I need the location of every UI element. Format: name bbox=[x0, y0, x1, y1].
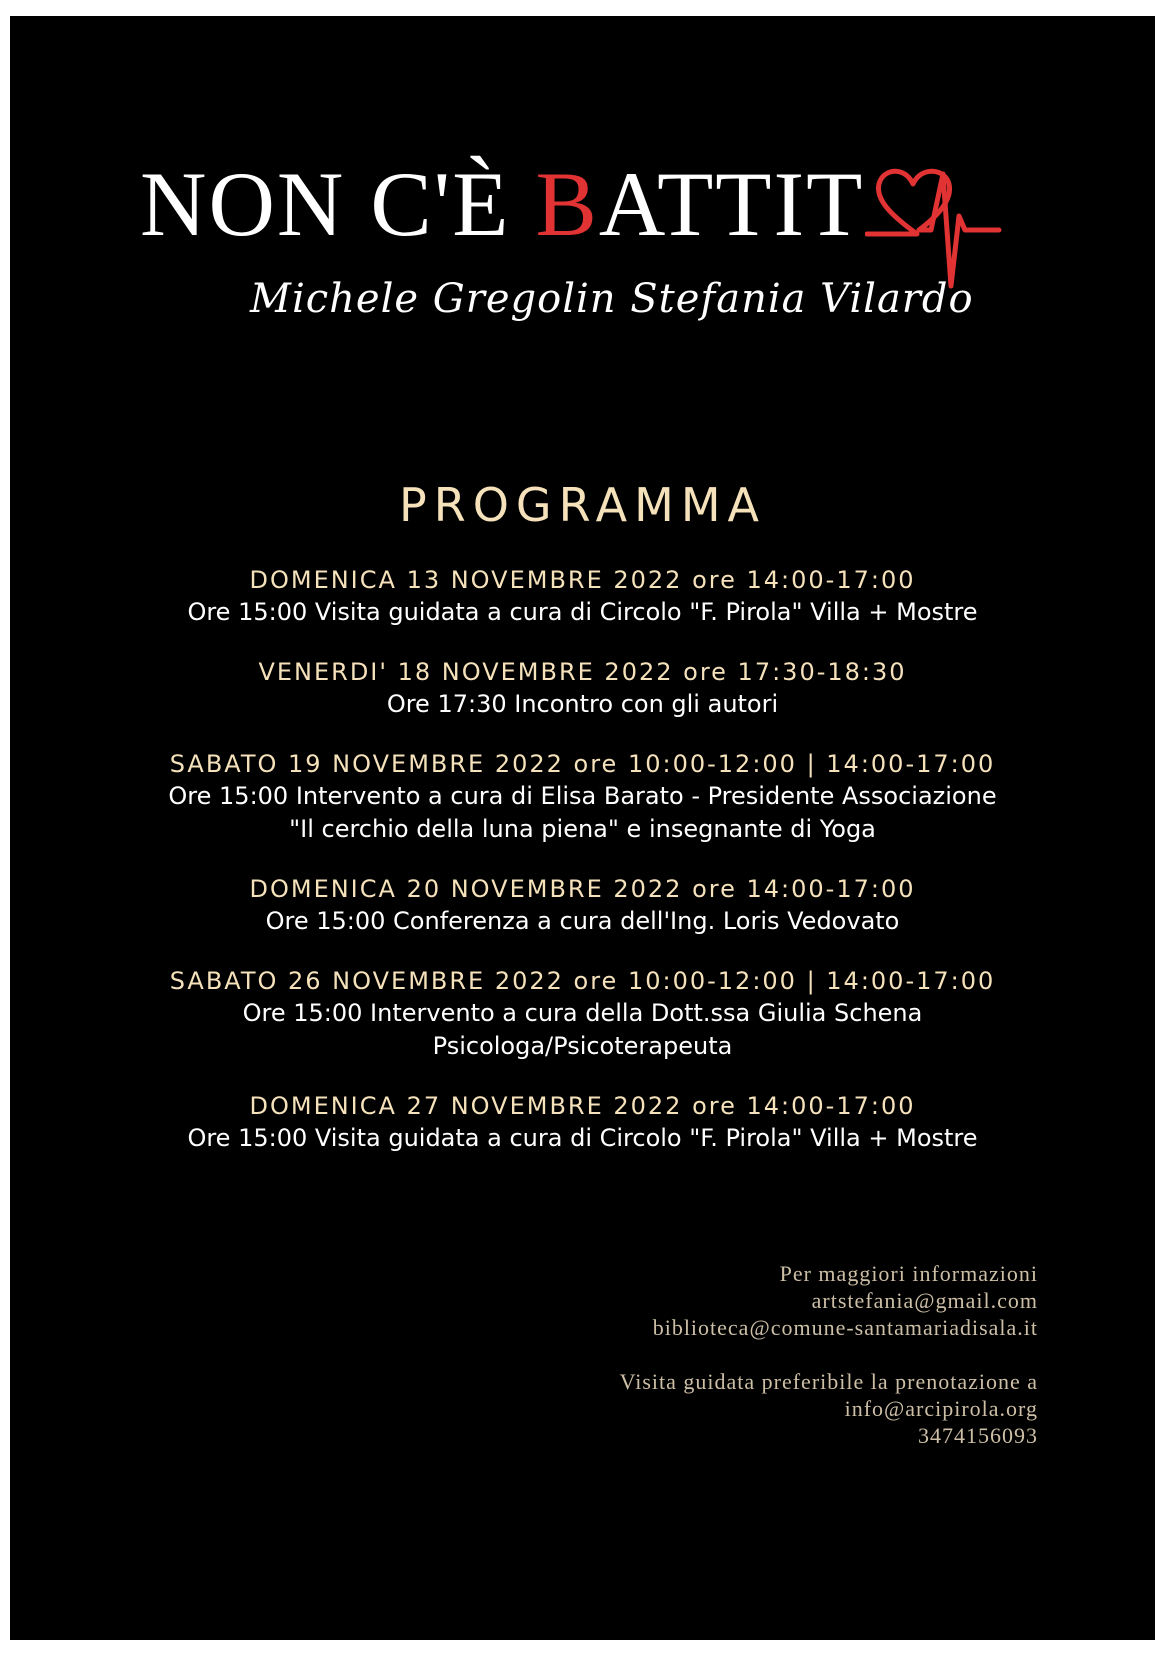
event-description: Ore 15:00 Visita guidata a cura di Circolo "F. Pirola" Villa + Mostre bbox=[187, 598, 978, 626]
event-item bbox=[10, 965, 1155, 1063]
event-description: Ore 15:00 Intervento a cura di Elisa Barato - Presidente Associazione bbox=[168, 782, 997, 810]
event-description: Ore 15:00 Conferenza a cura dell'Ing. Loris Vedovato bbox=[265, 907, 900, 935]
event-item bbox=[10, 1090, 1155, 1155]
authors-signature-text: Michele Gregolin Stefania Vilardo bbox=[250, 276, 974, 322]
contact-info bbox=[438, 1260, 1038, 1449]
spacer bbox=[438, 1341, 1038, 1368]
event-title bbox=[140, 153, 865, 264]
event-item bbox=[10, 748, 1155, 846]
booking-email[interactable]: info@arcipirola.org bbox=[844, 1396, 1038, 1421]
event-description: Ore 15:00 Visita guidata a cura di Circolo "F. Pirola" Villa + Mostre bbox=[187, 1124, 978, 1152]
event-date: DOMENICA 20 NOVEMBRE 2022 ore 14:00-17:00 bbox=[249, 875, 916, 903]
event-description: "Il cerchio della luna piena" e insegnante di Yoga bbox=[289, 815, 876, 843]
title-accent-letter: B bbox=[535, 153, 599, 255]
contact-email[interactable]: artstefania@gmail.com bbox=[811, 1288, 1038, 1313]
programma-heading: PROGRAMMA bbox=[399, 478, 766, 532]
event-date: DOMENICA 27 NOVEMBRE 2022 ore 14:00-17:00 bbox=[249, 1092, 916, 1120]
event-description: Ore 15:00 Intervento a cura della Dott.ssa Giulia Schena bbox=[242, 999, 923, 1027]
authors-signature bbox=[250, 256, 974, 366]
library-email[interactable]: biblioteca@comune-santamariadisala.it bbox=[652, 1315, 1038, 1340]
title-part-1: NON C'È bbox=[140, 153, 536, 255]
event-description: Psicologa/Psicoterapeuta bbox=[432, 1032, 733, 1060]
booking-note: Visita guidata preferibile la prenotazione a bbox=[619, 1369, 1038, 1394]
poster bbox=[10, 16, 1155, 1640]
event-list bbox=[10, 564, 1155, 1182]
phone-number[interactable]: 3474156093 bbox=[918, 1423, 1038, 1448]
event-date: VENERDI' 18 NOVEMBRE 2022 ore 17:30-18:30 bbox=[258, 658, 907, 686]
title-part-2: ATTIT bbox=[598, 153, 865, 255]
event-date: SABATO 19 NOVEMBRE 2022 ore 10:00-12:00 | 14:00-17:00 bbox=[169, 750, 996, 778]
event-item bbox=[10, 656, 1155, 721]
info-heading: Per maggiori informazioni bbox=[779, 1261, 1038, 1286]
event-item bbox=[10, 564, 1155, 629]
event-date: SABATO 26 NOVEMBRE 2022 ore 10:00-12:00 | 14:00-17:00 bbox=[169, 967, 996, 995]
event-date: DOMENICA 13 NOVEMBRE 2022 ore 14:00-17:00 bbox=[249, 566, 916, 594]
event-item bbox=[10, 873, 1155, 938]
event-description: Ore 17:30 Incontro con gli autori bbox=[386, 690, 779, 718]
